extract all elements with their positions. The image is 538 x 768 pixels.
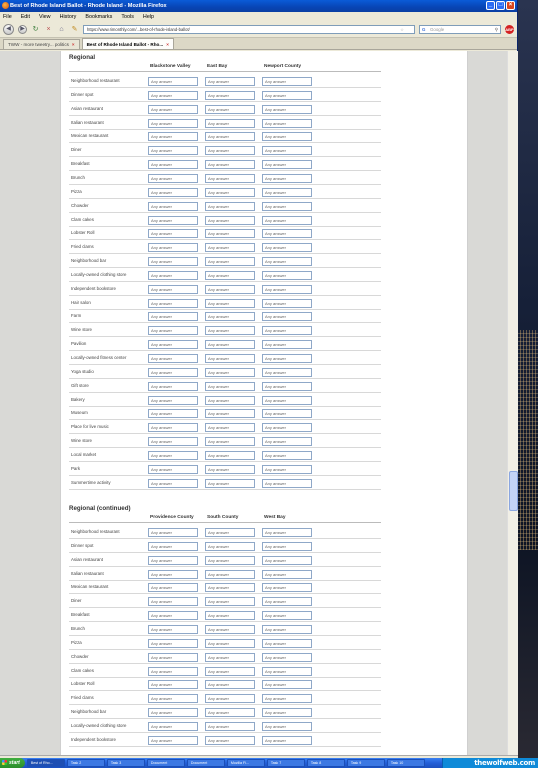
vote-input-3[interactable]: Any answer: [262, 312, 312, 321]
ballot-row: [69, 309, 381, 323]
ballot-row: [69, 199, 381, 213]
maximize-button[interactable]: □: [496, 1, 505, 10]
vote-input-3[interactable]: Any answer: [262, 597, 312, 606]
vote-input-2[interactable]: Any answer: [205, 680, 255, 689]
vote-input-1[interactable]: Any answer: [148, 597, 198, 606]
title-bar[interactable]: [0, 0, 517, 12]
category-label: Brunch: [71, 174, 85, 180]
ballot-row: [69, 296, 381, 310]
ballot-row: [69, 171, 381, 185]
vote-input-2[interactable]: Any answer: [205, 160, 255, 169]
category-label: Clam cakes: [71, 216, 94, 222]
vote-input-3[interactable]: Any answer: [262, 465, 312, 474]
vote-input-3[interactable]: Any answer: [262, 736, 312, 745]
vote-input-1[interactable]: Any answer: [148, 736, 198, 745]
vote-input-1[interactable]: Any answer: [148, 667, 198, 676]
vote-input-2[interactable]: Any answer: [205, 583, 255, 592]
vote-input-1[interactable]: Any answer: [148, 216, 198, 225]
url-text: https://www.rimonthly.com/...best-of-rhode-island-ballot/: [87, 27, 190, 32]
desktop-background: [517, 0, 538, 768]
taskbar-item[interactable]: Task 7: [267, 759, 305, 767]
ballot-row: [69, 143, 381, 157]
vote-input-1[interactable]: Any answer: [148, 160, 198, 169]
category-label: Dinner spot: [71, 542, 94, 548]
vote-input-2[interactable]: Any answer: [205, 105, 255, 114]
ballot-row: [69, 476, 381, 490]
ballot-row: [69, 733, 381, 747]
ballot-row: [69, 462, 381, 476]
minimize-button[interactable]: _: [486, 1, 495, 10]
category-label: Farm: [71, 313, 82, 319]
vote-input-1[interactable]: Any answer: [148, 437, 198, 446]
ballot-row: [69, 539, 381, 553]
close-tab-icon[interactable]: ×: [71, 42, 75, 47]
vote-input-3[interactable]: Any answer: [262, 708, 312, 717]
category-label: Pavilion: [71, 341, 87, 347]
vote-input-1[interactable]: Any answer: [148, 465, 198, 474]
menu-bar: [0, 12, 517, 22]
column-header: South County: [207, 515, 239, 520]
vote-input-3[interactable]: Any answer: [262, 188, 312, 197]
column-header: East Bay: [207, 64, 228, 69]
vote-input-2[interactable]: Any answer: [205, 694, 255, 703]
vote-input-2[interactable]: Any answer: [205, 368, 255, 377]
vote-input-2[interactable]: Any answer: [205, 722, 255, 731]
vote-input-1[interactable]: Any answer: [148, 694, 198, 703]
vote-input-1[interactable]: Any answer: [148, 299, 198, 308]
column-header: Blackstone Valley: [150, 64, 191, 69]
vote-input-3[interactable]: Any answer: [262, 653, 312, 662]
watermark: thewolfweb.com: [442, 758, 538, 768]
vote-input-3[interactable]: Any answer: [262, 451, 312, 460]
vote-input-1[interactable]: Any answer: [148, 556, 198, 565]
vote-input-3[interactable]: Any answer: [262, 354, 312, 363]
category-label: Park: [71, 465, 81, 471]
vote-input-2[interactable]: Any answer: [205, 396, 255, 405]
vote-input-3[interactable]: Any answer: [262, 91, 312, 100]
category-label: Lobster Roll: [71, 681, 95, 687]
category-label: Local market: [71, 451, 97, 457]
header-divider: [69, 522, 381, 523]
category-label: Place for live music: [71, 424, 109, 430]
vote-input-2[interactable]: Any answer: [205, 271, 255, 280]
vote-input-1[interactable]: Any answer: [148, 396, 198, 405]
category-label: Brunch: [71, 625, 85, 631]
vote-input-3[interactable]: Any answer: [262, 423, 312, 432]
vote-input-2[interactable]: Any answer: [205, 257, 255, 266]
category-label: Wine store: [71, 438, 92, 444]
vote-input-3[interactable]: Any answer: [262, 396, 312, 405]
vote-input-3[interactable]: Any answer: [262, 326, 312, 335]
search-placeholder: Google: [430, 27, 445, 32]
taskbar-item[interactable]: Task 10: [387, 759, 425, 767]
vote-input-3[interactable]: Any answer: [262, 216, 312, 225]
vote-input-1[interactable]: Any answer: [148, 312, 198, 321]
vote-input-1[interactable]: Any answer: [148, 146, 198, 155]
vote-input-3[interactable]: Any answer: [262, 340, 312, 349]
ballot-row: [69, 553, 381, 567]
vote-input-2[interactable]: Any answer: [205, 409, 255, 418]
vote-input-2[interactable]: Any answer: [205, 188, 255, 197]
taskbar-item[interactable]: Best of Rho...: [27, 759, 65, 767]
category-label: Wine store: [71, 327, 92, 333]
ballot-row: [69, 691, 381, 705]
vote-input-1[interactable]: Any answer: [148, 409, 198, 418]
navigation-toolbar: [0, 22, 517, 38]
close-tab-icon[interactable]: ×: [166, 41, 169, 47]
vote-input-3[interactable]: Any answer: [262, 285, 312, 294]
ballot-row: [69, 677, 381, 691]
vote-input-1[interactable]: Any answer: [148, 229, 198, 238]
vote-input-2[interactable]: Any answer: [205, 556, 255, 565]
category-label: Asian restaurant: [71, 105, 103, 111]
vote-input-2[interactable]: Any answer: [205, 299, 255, 308]
ballot-row: [69, 719, 381, 733]
category-label: Museum: [71, 410, 88, 416]
vote-input-1[interactable]: Any answer: [148, 285, 198, 294]
vote-input-1[interactable]: Any answer: [148, 451, 198, 460]
vote-input-3[interactable]: Any answer: [262, 570, 312, 579]
section2-title: Regional (continued): [69, 505, 131, 512]
taskbar-item[interactable]: Task 8: [307, 759, 345, 767]
ballot-row: [69, 608, 381, 622]
vote-input-2[interactable]: Any answer: [205, 625, 255, 634]
vote-input-3[interactable]: Any answer: [262, 409, 312, 418]
vote-input-2[interactable]: Any answer: [205, 465, 255, 474]
vote-input-3[interactable]: Any answer: [262, 160, 312, 169]
vote-input-3[interactable]: Any answer: [262, 299, 312, 308]
vote-input-1[interactable]: Any answer: [148, 188, 198, 197]
category-label: Bakery: [71, 396, 85, 402]
category-label: Dinner spot: [71, 91, 94, 97]
ballot-row: [69, 622, 381, 636]
vote-input-2[interactable]: Any answer: [205, 639, 255, 648]
category-label: Italian restaurant: [71, 570, 104, 576]
category-label: Breakfast: [71, 161, 90, 167]
vote-input-2[interactable]: Any answer: [205, 285, 255, 294]
ballot-row: [69, 448, 381, 462]
vote-input-3[interactable]: Any answer: [262, 119, 312, 128]
ballot-row: [69, 88, 381, 102]
vote-input-1[interactable]: Any answer: [148, 243, 198, 252]
vote-input-1[interactable]: Any answer: [148, 653, 198, 662]
ballot-row: [69, 157, 381, 171]
vote-input-3[interactable]: Any answer: [262, 667, 312, 676]
ballot-row: [69, 185, 381, 199]
ballot-row: [69, 268, 381, 282]
vote-input-3[interactable]: Any answer: [262, 382, 312, 391]
ballot-row: [69, 337, 381, 351]
vote-input-2[interactable]: Any answer: [205, 437, 255, 446]
category-label: Gift store: [71, 382, 89, 388]
vote-input-3[interactable]: Any answer: [262, 105, 312, 114]
menu-item-history[interactable]: History: [59, 14, 77, 20]
ballot-row: [69, 116, 381, 130]
vote-input-1[interactable]: Any answer: [148, 257, 198, 266]
vote-input-3[interactable]: Any answer: [262, 680, 312, 689]
vote-input-2[interactable]: Any answer: [205, 667, 255, 676]
vote-input-1[interactable]: Any answer: [148, 174, 198, 183]
ballot-row: [69, 282, 381, 296]
vote-input-2[interactable]: Any answer: [205, 423, 255, 432]
ballot-row: [69, 580, 381, 594]
ballot-row: [69, 567, 381, 581]
header-divider: [69, 71, 381, 72]
vote-input-2[interactable]: Any answer: [205, 146, 255, 155]
vote-input-3[interactable]: Any answer: [262, 694, 312, 703]
taskbar-item[interactable]: Task 9: [347, 759, 385, 767]
category-label: Mexican restaurant: [71, 133, 109, 139]
vote-input-1[interactable]: Any answer: [148, 611, 198, 620]
category-label: Summertime activity: [71, 479, 111, 485]
vote-input-2[interactable]: Any answer: [205, 479, 255, 488]
menu-item-help[interactable]: Help: [142, 14, 155, 20]
taskbar-item[interactable]: Task 3: [107, 759, 145, 767]
start-button[interactable]: start: [0, 758, 25, 768]
ballot-row: [69, 636, 381, 650]
ballot-row: [69, 226, 381, 240]
category-label: Breakfast: [71, 612, 90, 618]
vote-input-1[interactable]: Any answer: [148, 105, 198, 114]
category-label: Neighborhood bar: [71, 709, 107, 715]
menu-item-tools[interactable]: Tools: [121, 14, 134, 20]
vote-input-1[interactable]: Any answer: [148, 77, 198, 86]
vote-input-1[interactable]: Any answer: [148, 570, 198, 579]
vote-input-3[interactable]: Any answer: [262, 528, 312, 537]
ballot-row: [69, 420, 381, 434]
city-lights: [517, 330, 538, 550]
vote-input-3[interactable]: Any answer: [262, 243, 312, 252]
ballot-row: [69, 102, 381, 116]
vote-input-2[interactable]: Any answer: [205, 736, 255, 745]
category-label: Diner: [71, 598, 82, 604]
vote-input-3[interactable]: Any answer: [262, 479, 312, 488]
category-label: Locally-owned clothing store: [71, 722, 127, 728]
vote-input-3[interactable]: Any answer: [262, 202, 312, 211]
adblock-icon[interactable]: ABP: [505, 27, 514, 32]
category-label: Mexican restaurant: [71, 584, 109, 590]
ballot-row: [69, 240, 381, 254]
vote-input-2[interactable]: Any answer: [205, 119, 255, 128]
vote-input-3[interactable]: Any answer: [262, 229, 312, 238]
tab-ballot[interactable]: [82, 38, 174, 49]
vote-input-1[interactable]: Any answer: [148, 625, 198, 634]
vote-input-1[interactable]: Any answer: [148, 639, 198, 648]
vertical-scrollbar[interactable]: [507, 51, 518, 755]
menu-item-file[interactable]: File: [3, 14, 12, 20]
vote-input-1[interactable]: Any answer: [148, 132, 198, 141]
ballot-row: [69, 351, 381, 365]
category-label: Clam cakes: [71, 667, 94, 673]
page-viewport: [0, 51, 518, 755]
ballot-row: [69, 650, 381, 664]
ballot-row: [69, 379, 381, 393]
vote-input-2[interactable]: Any answer: [205, 708, 255, 717]
vote-input-1[interactable]: Any answer: [148, 202, 198, 211]
tab-label: Best of Rhode Island Ballot - Rho...: [86, 41, 164, 47]
category-label: Independent bookstore: [71, 285, 116, 291]
column-header: Newport County: [264, 64, 302, 69]
vote-input-2[interactable]: Any answer: [205, 340, 255, 349]
vote-input-2[interactable]: Any answer: [205, 611, 255, 620]
ballot-row: [69, 705, 381, 719]
vote-input-1[interactable]: Any answer: [148, 382, 198, 391]
tab-bar: [0, 38, 517, 50]
category-label: Yoga studio: [71, 368, 94, 374]
vote-input-3[interactable]: Any answer: [262, 542, 312, 551]
menu-item-bookmarks[interactable]: Bookmarks: [85, 14, 113, 20]
column-header: Providence County: [150, 515, 194, 520]
vote-input-3[interactable]: Any answer: [262, 611, 312, 620]
window-controls: [486, 1, 515, 10]
ballot-row: [69, 323, 381, 337]
search-icon[interactable]: ⚲: [494, 27, 498, 32]
vote-input-1[interactable]: Any answer: [148, 271, 198, 280]
ballot-row: [69, 664, 381, 678]
section1-title: Regional: [69, 54, 96, 61]
vote-input-1[interactable]: Any answer: [148, 479, 198, 488]
vote-input-2[interactable]: Any answer: [205, 91, 255, 100]
close-button[interactable]: ×: [506, 1, 515, 10]
reload-icon[interactable]: ↻: [32, 26, 39, 33]
tab-label: TWW - more tweetry... politics: [8, 42, 69, 47]
vote-input-2[interactable]: Any answer: [205, 382, 255, 391]
ballot-row: [69, 74, 381, 88]
window-title: Best of Rhode Island Ballot - Rhode Island - Mozilla Firefox: [10, 3, 167, 9]
vote-input-3[interactable]: Any answer: [262, 271, 312, 280]
category-label: Locally-owned clothing store: [71, 271, 127, 277]
category-label: Fried clams: [71, 695, 94, 701]
vote-input-3[interactable]: Any answer: [262, 77, 312, 86]
google-icon: G: [422, 27, 426, 32]
vote-input-1[interactable]: Any answer: [148, 542, 198, 551]
vote-input-2[interactable]: Any answer: [205, 597, 255, 606]
vote-input-1[interactable]: Any answer: [148, 326, 198, 335]
ballot-page: [60, 51, 468, 755]
vote-input-2[interactable]: Any answer: [205, 451, 255, 460]
ballot-row: [69, 254, 381, 268]
category-label: Lobster Roll: [71, 230, 95, 236]
scrollbar-thumb[interactable]: [509, 471, 518, 511]
stop-icon[interactable]: ×: [46, 26, 51, 33]
search-input[interactable]: [419, 25, 501, 34]
menu-item-edit[interactable]: Edit: [20, 14, 30, 20]
tab-tww[interactable]: [3, 39, 80, 49]
vote-input-2[interactable]: Any answer: [205, 174, 255, 183]
menu-item-view[interactable]: View: [38, 14, 51, 20]
category-label: Asian restaurant: [71, 556, 103, 562]
firefox-icon: [2, 2, 9, 9]
vote-input-2[interactable]: Any answer: [205, 132, 255, 141]
home-icon[interactable]: ⌂: [59, 26, 64, 33]
vote-input-3[interactable]: Any answer: [262, 722, 312, 731]
category-label: Hair salon: [71, 299, 91, 305]
vote-input-2[interactable]: Any answer: [205, 77, 255, 86]
category-label: Neighborhood bar: [71, 258, 107, 264]
back-button[interactable]: ◀: [3, 24, 14, 35]
ballot-row: [69, 434, 381, 448]
category-label: Diner: [71, 147, 82, 153]
taskbar-item[interactable]: Document: [147, 759, 185, 767]
vote-input-2[interactable]: Any answer: [205, 312, 255, 321]
category-label: Italian restaurant: [71, 119, 104, 125]
ballot-row: [69, 525, 381, 539]
vote-input-3[interactable]: Any answer: [262, 625, 312, 634]
vote-input-1[interactable]: Any answer: [148, 368, 198, 377]
taskbar-item[interactable]: Document: [187, 759, 225, 767]
vote-input-2[interactable]: Any answer: [205, 542, 255, 551]
vote-input-3[interactable]: Any answer: [262, 583, 312, 592]
bookmark-icon[interactable]: ✎: [71, 26, 78, 33]
category-label: Pizza: [71, 639, 82, 645]
ballot-row: [69, 393, 381, 407]
vote-input-2[interactable]: Any answer: [205, 354, 255, 363]
vote-input-2[interactable]: Any answer: [205, 216, 255, 225]
category-label: Chowder: [71, 653, 89, 659]
vote-input-3[interactable]: Any answer: [262, 174, 312, 183]
column-header: West Bay: [264, 515, 286, 520]
vote-input-2[interactable]: Any answer: [205, 653, 255, 662]
vote-input-3[interactable]: Any answer: [262, 257, 312, 266]
category-label: Chowder: [71, 202, 89, 208]
vote-input-1[interactable]: Any answer: [148, 528, 198, 537]
category-label: Independent bookstore: [71, 736, 116, 742]
vote-input-1[interactable]: Any answer: [148, 91, 198, 100]
vote-input-3[interactable]: Any answer: [262, 437, 312, 446]
vote-input-1[interactable]: Any answer: [148, 708, 198, 717]
vote-input-3[interactable]: Any answer: [262, 132, 312, 141]
taskbar-item[interactable]: Mozilla Fi...: [227, 759, 265, 767]
category-label: Neighborhood restaurant: [71, 529, 120, 534]
vote-input-2[interactable]: Any answer: [205, 243, 255, 252]
vote-input-1[interactable]: Any answer: [148, 583, 198, 592]
vote-input-2[interactable]: Any answer: [205, 326, 255, 335]
vote-input-1[interactable]: Any answer: [148, 119, 198, 128]
vote-input-2[interactable]: Any answer: [205, 528, 255, 537]
category-label: Neighborhood restaurant: [71, 78, 120, 83]
vote-input-3[interactable]: Any answer: [262, 368, 312, 377]
vote-input-2[interactable]: Any answer: [205, 202, 255, 211]
url-bar[interactable]: [83, 25, 415, 34]
vote-input-2[interactable]: Any answer: [205, 229, 255, 238]
category-label: Pizza: [71, 188, 82, 194]
ballot-row: [69, 365, 381, 379]
vote-input-3[interactable]: Any answer: [262, 556, 312, 565]
ballot-row: [69, 406, 381, 420]
vote-input-1[interactable]: Any answer: [148, 354, 198, 363]
vote-input-3[interactable]: Any answer: [262, 639, 312, 648]
vote-input-1[interactable]: Any answer: [148, 680, 198, 689]
ballot-row: [69, 129, 381, 143]
vote-input-2[interactable]: Any answer: [205, 570, 255, 579]
vote-input-1[interactable]: Any answer: [148, 423, 198, 432]
taskbar-item[interactable]: Task 2: [67, 759, 105, 767]
ballot-row: [69, 594, 381, 608]
vote-input-1[interactable]: Any answer: [148, 340, 198, 349]
vote-input-3[interactable]: Any answer: [262, 146, 312, 155]
ballot-row: [69, 213, 381, 227]
vote-input-1[interactable]: Any answer: [148, 722, 198, 731]
taskbar: [0, 758, 538, 768]
category-label: Locally-owned fitness center: [71, 355, 127, 360]
star-icon[interactable]: ☆: [400, 27, 404, 32]
category-label: Fried clams: [71, 244, 94, 250]
forward-button[interactable]: ▶: [18, 25, 27, 34]
